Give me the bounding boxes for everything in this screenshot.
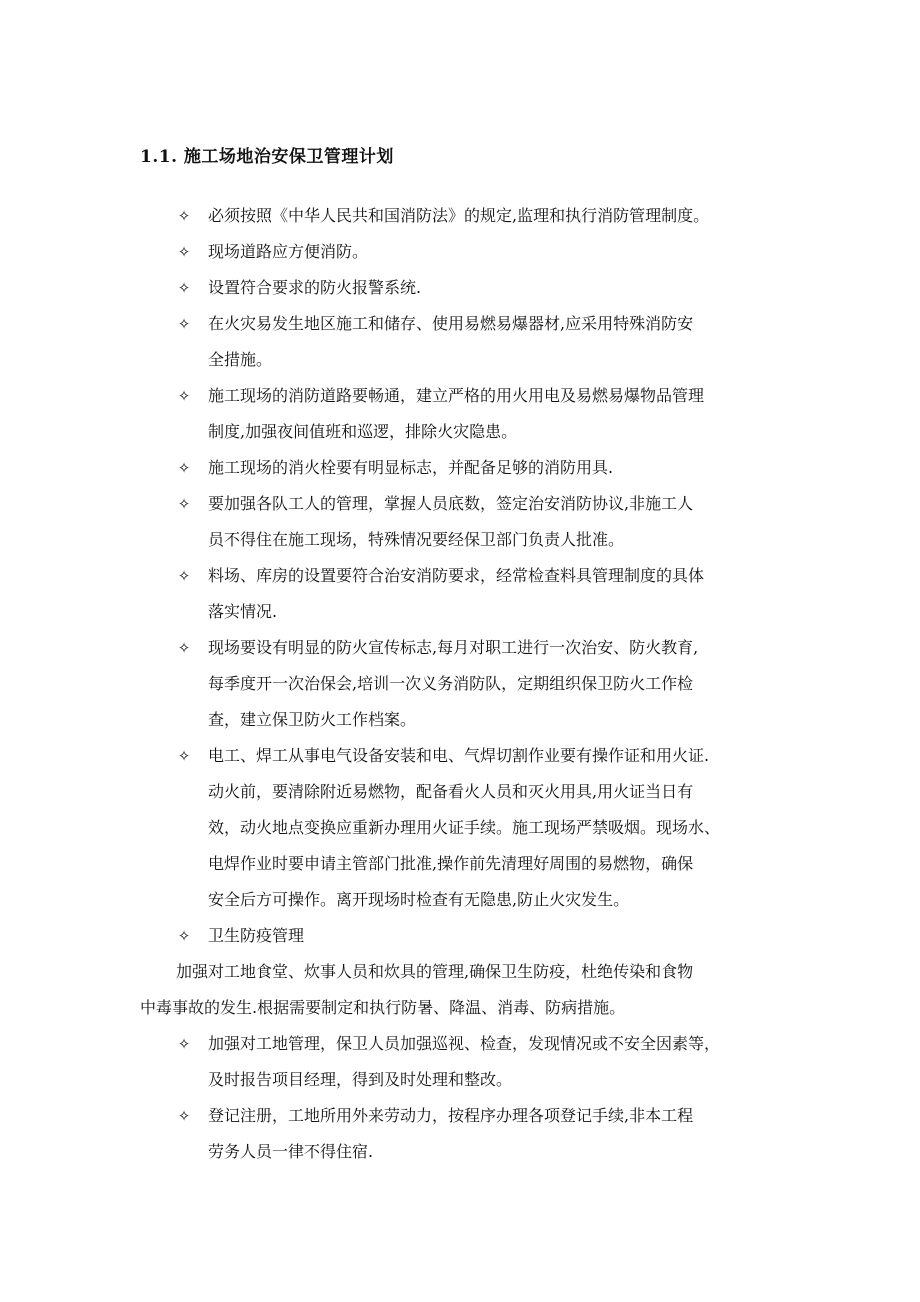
list-item-text: 劳务人员一律不得住宿. <box>208 1142 374 1161</box>
list-item <box>140 378 800 450</box>
list-item-text: 员不得住在施工现场，特殊情况要经保卫部门负责人批准。 <box>208 530 625 549</box>
list-item-text: 现场要设有明显的防火宣传标志,每月对职工进行一次治安、防火教育, <box>208 638 699 657</box>
bullet-icon: ✧ <box>177 315 191 333</box>
bullet-icon: ✧ <box>177 747 191 765</box>
list-item-text: 卫生防疫管理 <box>208 926 305 945</box>
list-item-text: 加强对工地管理，保卫人员加强巡视、检查，发现情况或不安全因素等， <box>208 1034 721 1053</box>
list-item <box>140 270 800 306</box>
list-item-text: 每季度开一次治保会,培训一次义务消防队，定期组织保卫防火工作检 <box>208 674 694 693</box>
list-item <box>140 450 800 486</box>
list-item <box>140 1026 800 1098</box>
list-item <box>140 1098 800 1170</box>
bullet-icon: ✧ <box>177 567 191 585</box>
list-item <box>140 234 800 270</box>
list-item-text: 施工现场的消防道路要畅通，建立严格的用火用电及易燃易爆物品管理 <box>208 386 705 405</box>
list-item-text: 安全后方可操作。离开现场时检查有无隐患,防止火灾发生。 <box>208 890 630 909</box>
bullet-icon: ✧ <box>177 495 191 513</box>
bullet-icon: ✧ <box>177 279 191 297</box>
list-item-text: 料场、库房的设置要符合治安消防要求，经常检查料具管理制度的具体 <box>208 566 705 585</box>
list-item-text: 动火前，要清除附近易燃物，配备看火人员和灭火用具,用火证当日有 <box>208 782 694 801</box>
list-item-text: 全措施。 <box>208 350 273 369</box>
bullet-icon: ✧ <box>177 243 191 261</box>
bullet-icon: ✧ <box>177 639 191 657</box>
list-item-text: 制度,加强夜间值班和巡逻，排除火灾隐患。 <box>208 422 518 441</box>
list-item <box>140 918 800 954</box>
bullet-icon: ✧ <box>177 207 191 225</box>
list-item <box>140 486 800 558</box>
list-item <box>140 198 800 234</box>
list-item-text: 电工、焊工从事电气设备安装和电、气焊切割作业要有操作证和用火证. <box>208 746 710 765</box>
list-item-text: 设置符合要求的防火报警系统. <box>208 278 422 297</box>
list-item-text: 现场道路应方便消防。 <box>208 242 369 261</box>
list-item-text: 必须按照《中华人民共和国消防法》的规定,监理和执行消防管理制度。 <box>208 206 710 225</box>
list-item-text: 登记注册，工地所用外来劳动力，按程序办理各项登记手续,非本工程 <box>208 1106 694 1125</box>
bullet-icon: ✧ <box>177 1035 191 1053</box>
list-item-text: 查，建立保卫防火工作档案。 <box>208 710 417 729</box>
bullet-icon: ✧ <box>177 1107 191 1125</box>
list-item <box>140 306 800 378</box>
bullet-icon: ✧ <box>177 927 191 945</box>
list-item-text: 及时报告项目经理，得到及时处理和整改。 <box>208 1070 513 1089</box>
list-item <box>140 558 800 630</box>
list-item-text: 效，动火地点变换应重新办理用火证手续。施工现场严禁吸烟。现场水、 <box>208 818 721 837</box>
body-paragraph <box>140 954 800 1026</box>
list-item <box>140 738 800 918</box>
list-item-text: 落实情况. <box>208 602 278 621</box>
paragraph-text: 中毒事故的发生.根据需要制定和执行防暑、降温、消毒、防病措施。 <box>140 998 626 1017</box>
bullet-icon: ✧ <box>177 387 191 405</box>
section-heading: 1.1. 施工场地治安保卫管理计划 <box>140 147 394 167</box>
content-list <box>140 198 800 1170</box>
list-item-text: 电焊作业时要申请主管部门批准,操作前先清理好周围的易燃物，确保 <box>208 854 694 873</box>
list-item <box>140 630 800 738</box>
paragraph-text: 加强对工地食堂、炊事人员和炊具的管理,确保卫生防疫，杜绝传染和食物 <box>176 962 694 981</box>
bullet-icon: ✧ <box>177 459 191 477</box>
list-item-text: 要加强各队工人的管理，掌握人员底数，签定治安消防协议,非施工人 <box>208 494 694 513</box>
list-item-text: 在火灾易发生地区施工和储存、使用易燃易爆器材,应采用特殊消防安 <box>208 314 694 333</box>
list-item-text: 施工现场的消火栓要有明显标志，并配备足够的消防用具. <box>208 458 614 477</box>
